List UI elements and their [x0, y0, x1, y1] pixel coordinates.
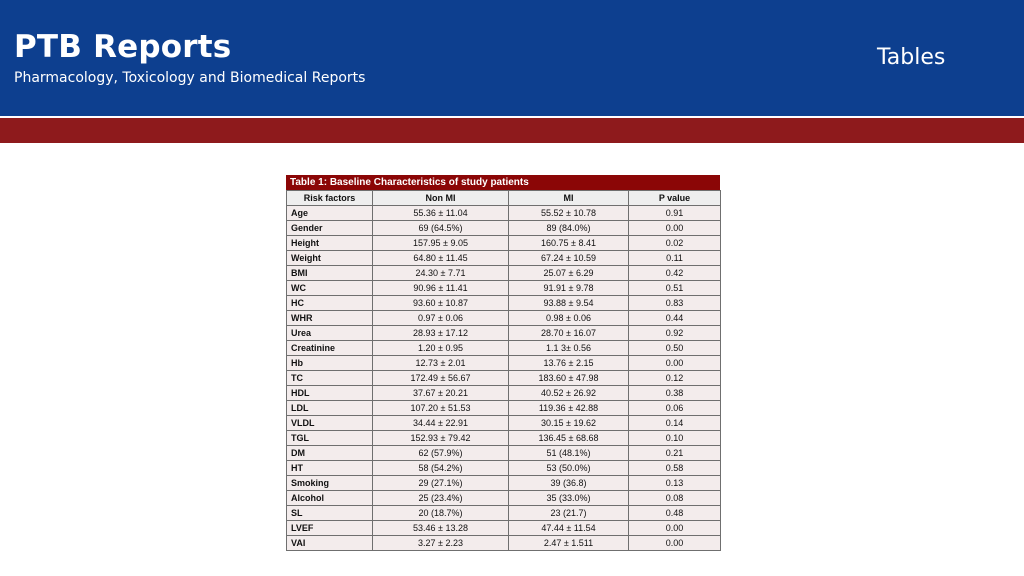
mi-cell: 119.36 ± 42.88	[509, 401, 629, 416]
non-mi-cell: 37.67 ± 20.21	[373, 386, 509, 401]
mi-cell: 28.70 ± 16.07	[509, 326, 629, 341]
non-mi-cell: 3.27 ± 2.23	[373, 536, 509, 551]
mi-cell: 55.52 ± 10.78	[509, 206, 629, 221]
non-mi-cell: 93.60 ± 10.87	[373, 296, 509, 311]
non-mi-cell: 0.97 ± 0.06	[373, 311, 509, 326]
table-row	[287, 416, 721, 431]
table-row	[287, 356, 721, 371]
p-value-cell: 0.48	[629, 506, 721, 521]
non-mi-cell: 152.93 ± 79.42	[373, 431, 509, 446]
p-value-cell: 0.58	[629, 461, 721, 476]
accent-divider	[0, 118, 1024, 143]
table-caption: Table 1: Baseline Characteristics of study patients	[286, 175, 720, 190]
risk-factor-cell: VAI	[287, 536, 373, 551]
non-mi-cell: 64.80 ± 11.45	[373, 251, 509, 266]
mi-cell: 183.60 ± 47.98	[509, 371, 629, 386]
risk-factor-cell: TGL	[287, 431, 373, 446]
table-row	[287, 281, 721, 296]
risk-factor-cell: Height	[287, 236, 373, 251]
non-mi-cell: 25 (23.4%)	[373, 491, 509, 506]
p-value-cell: 0.06	[629, 401, 721, 416]
risk-factor-cell: HT	[287, 461, 373, 476]
table-row	[287, 371, 721, 386]
risk-factor-cell: Gender	[287, 221, 373, 236]
table-row	[287, 476, 721, 491]
mi-cell: 160.75 ± 8.41	[509, 236, 629, 251]
table-row	[287, 266, 721, 281]
p-value-cell: 0.44	[629, 311, 721, 326]
risk-factor-cell: Weight	[287, 251, 373, 266]
table-row	[287, 461, 721, 476]
column-header-non-mi: Non MI	[373, 191, 509, 206]
non-mi-cell: 107.20 ± 51.53	[373, 401, 509, 416]
table-row	[287, 236, 721, 251]
non-mi-cell: 28.93 ± 17.12	[373, 326, 509, 341]
mi-cell: 93.88 ± 9.54	[509, 296, 629, 311]
table-row	[287, 536, 721, 551]
table-row	[287, 221, 721, 236]
table-row	[287, 491, 721, 506]
baseline-table-figure	[286, 175, 720, 551]
risk-factor-cell: Hb	[287, 356, 373, 371]
mi-cell: 23 (21.7)	[509, 506, 629, 521]
risk-factor-cell: TC	[287, 371, 373, 386]
mi-cell: 40.52 ± 26.92	[509, 386, 629, 401]
non-mi-cell: 58 (54.2%)	[373, 461, 509, 476]
p-value-cell: 0.38	[629, 386, 721, 401]
risk-factor-cell: DM	[287, 446, 373, 461]
p-value-cell: 0.42	[629, 266, 721, 281]
risk-factor-cell: BMI	[287, 266, 373, 281]
non-mi-cell: 12.73 ± 2.01	[373, 356, 509, 371]
risk-factor-cell: Urea	[287, 326, 373, 341]
p-value-cell: 0.91	[629, 206, 721, 221]
table-row	[287, 311, 721, 326]
mi-cell: 51 (48.1%)	[509, 446, 629, 461]
mi-cell: 2.47 ± 1.511	[509, 536, 629, 551]
non-mi-cell: 62 (57.9%)	[373, 446, 509, 461]
table-row	[287, 341, 721, 356]
p-value-cell: 0.11	[629, 251, 721, 266]
column-header-p-value: P value	[629, 191, 721, 206]
risk-factor-cell: Smoking	[287, 476, 373, 491]
section-title: Tables	[877, 45, 946, 70]
table-row	[287, 326, 721, 341]
non-mi-cell: 69 (64.5%)	[373, 221, 509, 236]
risk-factor-cell: Alcohol	[287, 491, 373, 506]
table-row	[287, 401, 721, 416]
p-value-cell: 0.00	[629, 521, 721, 536]
non-mi-cell: 24.30 ± 7.71	[373, 266, 509, 281]
non-mi-cell: 20 (18.7%)	[373, 506, 509, 521]
risk-factor-cell: HC	[287, 296, 373, 311]
table-row	[287, 506, 721, 521]
mi-cell: 47.44 ± 11.54	[509, 521, 629, 536]
table-row	[287, 296, 721, 311]
table-row	[287, 386, 721, 401]
mi-cell: 89 (84.0%)	[509, 221, 629, 236]
journal-subtitle: Pharmacology, Toxicology and Biomedical Reports	[14, 70, 366, 86]
p-value-cell: 0.14	[629, 416, 721, 431]
non-mi-cell: 55.36 ± 11.04	[373, 206, 509, 221]
risk-factor-cell: Age	[287, 206, 373, 221]
non-mi-cell: 157.95 ± 9.05	[373, 236, 509, 251]
risk-factor-cell: Creatinine	[287, 341, 373, 356]
p-value-cell: 0.50	[629, 341, 721, 356]
risk-factor-cell: LDL	[287, 401, 373, 416]
mi-cell: 136.45 ± 68.68	[509, 431, 629, 446]
mi-cell: 67.24 ± 10.59	[509, 251, 629, 266]
p-value-cell: 0.10	[629, 431, 721, 446]
p-value-cell: 0.51	[629, 281, 721, 296]
baseline-characteristics-table	[286, 190, 721, 551]
non-mi-cell: 29 (27.1%)	[373, 476, 509, 491]
p-value-cell: 0.00	[629, 536, 721, 551]
journal-title: PTB Reports	[14, 29, 232, 65]
non-mi-cell: 1.20 ± 0.95	[373, 341, 509, 356]
mi-cell: 30.15 ± 19.62	[509, 416, 629, 431]
p-value-cell: 0.21	[629, 446, 721, 461]
mi-cell: 35 (33.0%)	[509, 491, 629, 506]
table-row	[287, 521, 721, 536]
mi-cell: 53 (50.0%)	[509, 461, 629, 476]
p-value-cell: 0.00	[629, 356, 721, 371]
risk-factor-cell: VLDL	[287, 416, 373, 431]
table-row	[287, 251, 721, 266]
p-value-cell: 0.83	[629, 296, 721, 311]
p-value-cell: 0.08	[629, 491, 721, 506]
risk-factor-cell: HDL	[287, 386, 373, 401]
non-mi-cell: 90.96 ± 11.41	[373, 281, 509, 296]
table-row	[287, 206, 721, 221]
mi-cell: 91.91 ± 9.78	[509, 281, 629, 296]
risk-factor-cell: WHR	[287, 311, 373, 326]
non-mi-cell: 34.44 ± 22.91	[373, 416, 509, 431]
risk-factor-cell: LVEF	[287, 521, 373, 536]
column-header-risk-factors: Risk factors	[287, 191, 373, 206]
header-banner	[0, 0, 1024, 116]
p-value-cell: 0.13	[629, 476, 721, 491]
column-header-mi: MI	[509, 191, 629, 206]
mi-cell: 1.1 3± 0.56	[509, 341, 629, 356]
non-mi-cell: 172.49 ± 56.67	[373, 371, 509, 386]
p-value-cell: 0.92	[629, 326, 721, 341]
mi-cell: 25.07 ± 6.29	[509, 266, 629, 281]
p-value-cell: 0.00	[629, 221, 721, 236]
mi-cell: 0.98 ± 0.06	[509, 311, 629, 326]
non-mi-cell: 53.46 ± 13.28	[373, 521, 509, 536]
risk-factor-cell: WC	[287, 281, 373, 296]
table-row	[287, 446, 721, 461]
table-row	[287, 431, 721, 446]
mi-cell: 39 (36.8)	[509, 476, 629, 491]
mi-cell: 13.76 ± 2.15	[509, 356, 629, 371]
p-value-cell: 0.12	[629, 371, 721, 386]
risk-factor-cell: SL	[287, 506, 373, 521]
p-value-cell: 0.02	[629, 236, 721, 251]
table-header-row	[287, 191, 721, 206]
